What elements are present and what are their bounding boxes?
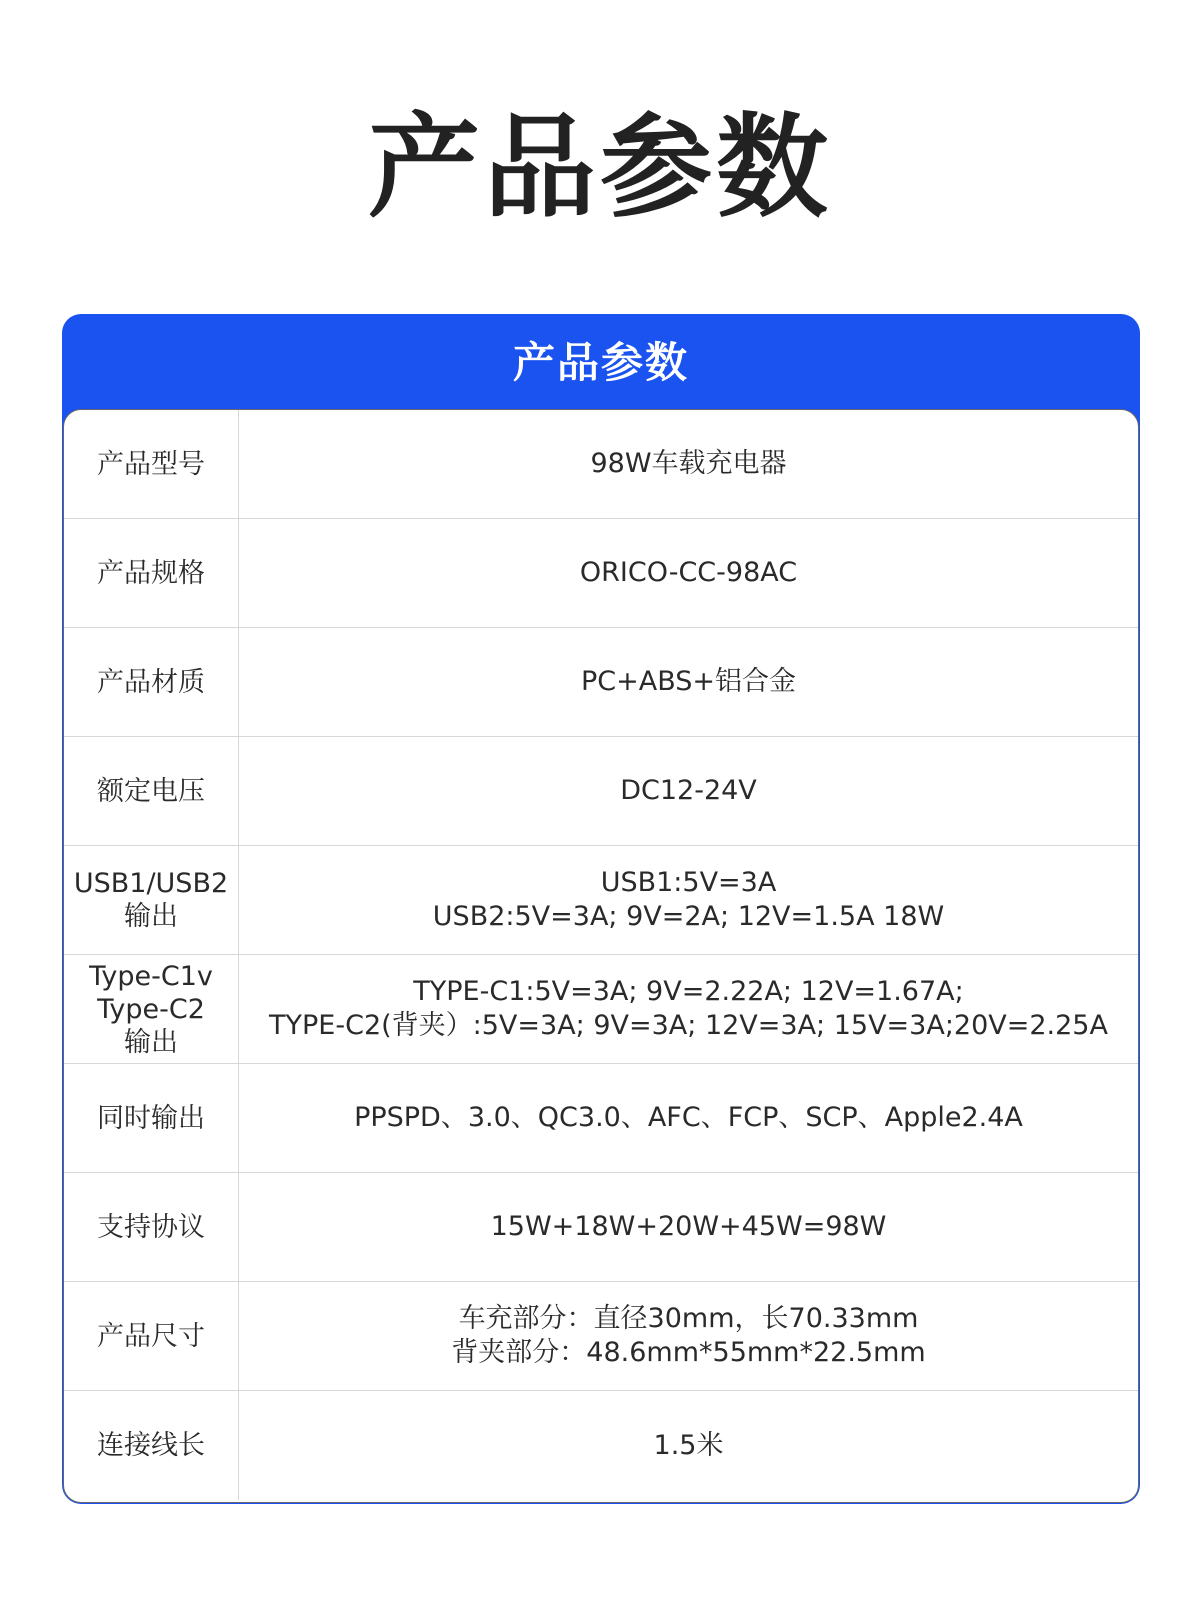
- spec-value: [239, 1064, 1138, 1172]
- card-header: 产品参数: [512, 338, 689, 387]
- spec-value: [239, 737, 1138, 845]
- spec-value: [239, 1173, 1138, 1281]
- spec-value-line: ORICO-CC-98AC: [579, 557, 798, 588]
- spec-label: 产品尺寸: [64, 1282, 239, 1390]
- spec-value-line: DC12-24V: [620, 775, 757, 806]
- spec-row-cable-length: [64, 1391, 1138, 1500]
- spec-value: [239, 955, 1138, 1063]
- spec-value-line: 15W+18W+20W+45W=98W: [490, 1211, 887, 1242]
- spec-value: [239, 628, 1138, 736]
- spec-label: USB1/USB2 输出: [64, 846, 239, 954]
- page-title: 产品参数: [368, 103, 832, 233]
- spec-value-line: 背夹部分：48.6mm*55mm*22.5mm: [451, 1337, 926, 1368]
- spec-value-line: USB2:5V=3A; 9V=2A; 12V=1.5A 18W: [432, 901, 945, 932]
- spec-row-typec-output: [64, 955, 1138, 1064]
- spec-row-spec: [64, 519, 1138, 628]
- spec-row-model: [64, 410, 1138, 519]
- spec-label: 产品型号: [64, 410, 239, 518]
- spec-card: [63, 315, 1139, 1503]
- spec-value: [239, 1391, 1138, 1500]
- spec-value-line: TYPE-C1:5V=3A; 9V=2.22A; 12V=1.67A;: [413, 976, 964, 1007]
- spec-row-material: [64, 628, 1138, 737]
- spec-row-protocols: [64, 1173, 1138, 1282]
- spec-value: [239, 410, 1138, 518]
- spec-row-voltage: [64, 737, 1138, 846]
- spec-row-simultaneous-output: [64, 1064, 1138, 1173]
- spec-row-usb-output: [64, 846, 1138, 955]
- spec-table: [63, 409, 1139, 1503]
- spec-label: 产品材质: [64, 628, 239, 736]
- spec-label: 支持协议: [64, 1173, 239, 1281]
- spec-label: 连接线长: [64, 1391, 239, 1500]
- spec-value-line: 车充部分：直径30mm，长70.33mm: [458, 1303, 919, 1334]
- spec-label: Type-C1v Type-C2 输出: [64, 955, 239, 1063]
- spec-label: 产品规格: [64, 519, 239, 627]
- spec-value-line: PC+ABS+铝合金: [580, 666, 797, 697]
- spec-value-line: TYPE-C2(背夹）:5V=3A; 9V=3A; 12V=3A; 15V=3A;20V=2.25A: [269, 1010, 1108, 1041]
- spec-value: [239, 846, 1138, 954]
- spec-value-line: PPSPD、3.0、QC3.0、AFC、FCP、SCP、Apple2.4A: [354, 1102, 1023, 1133]
- spec-value: [239, 519, 1138, 627]
- spec-row-dimensions: [64, 1282, 1138, 1391]
- spec-label: 额定电压: [64, 737, 239, 845]
- spec-value: [239, 1282, 1138, 1390]
- spec-value-line: USB1:5V=3A: [600, 867, 777, 898]
- spec-label: 同时输出: [64, 1064, 239, 1172]
- spec-value-line: 1.5米: [653, 1429, 724, 1461]
- spec-value-line: 98W车载充电器: [590, 448, 787, 479]
